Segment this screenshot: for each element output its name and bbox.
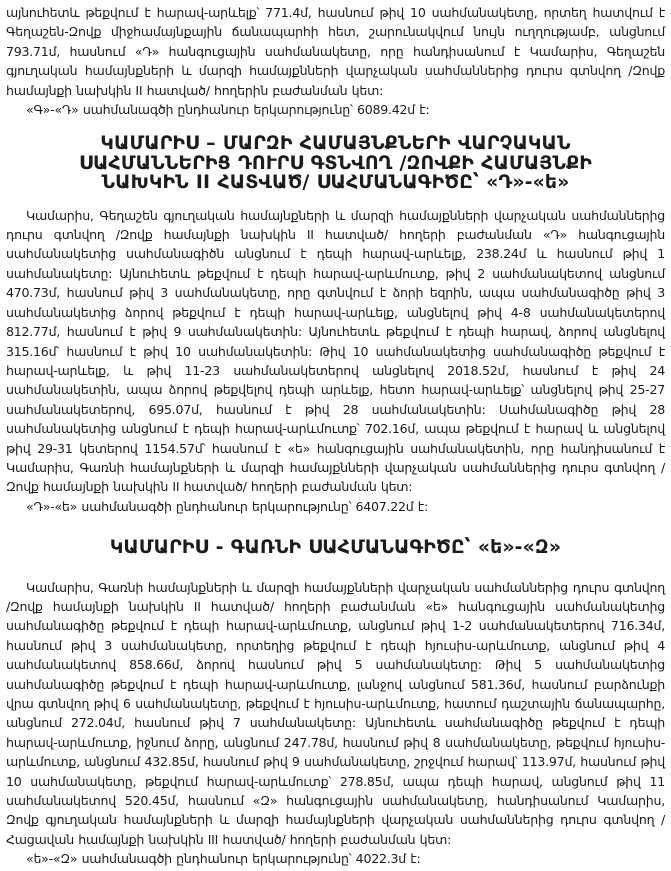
section-heading-kamaris-garni-boundary-e-z: ԿԱՄԱՐԻՍ - ԳԱՌՆԻ ՍԱՀՄԱՆԱԳԻԾԸ՝ «ե»-«Զ» bbox=[109, 536, 562, 559]
paragraph-boundary-continuation: այնուհետև թեքվում է հարավ-արևելք՝ 771.4մ, հասնում թիվ 10 սահմանակետը, որտեղ հատվում է Գեղաշեն-Զովք միջհամայնքային ճանապարհի հետ, շարունակվում նույն ուղղությամբ, անցնում 793.71մ, հասնում «Դ» հանգուցային սահմանակետը, որը հանդիսանում է Կամարիս, Գեղաշեն գյուղական համայնքների և մարզի համայքնների վարչական սահմաններից դուրս գտնվող /Զովք համայնքի նախկին II հատված/ հողերին բաժանման կետ: bbox=[6, 5, 665, 98]
boundary-length-note-d-e: «Դ»-«ե» սահմանագծի ընդհանուր երկարությունը՝ 6407.22մ է: bbox=[26, 498, 428, 514]
boundary-length-note-g-d: «Գ»-«Դ» սահմանագծի ընդհանուր երկարությունը՝ 6089.42մ է: bbox=[26, 102, 430, 118]
section-heading-kamaris-marz-boundary-d-e: ԿԱՄԱՐԻՍ – ՄԱՐԶԻ ՀԱՄԱՅՆՔՆԵՐԻ ՎԱՐՉԱԿԱՆ ՍԱՀՄԱՆՆԵՐԻՑ ԴՈՒՐՍ ԳՏՆՎՈՂ /ԶՈՎՔԻ ՀԱՄԱՅՆՔԻ ՆԱԽԿԻՆ II ՀԱՏՎԱԾ/ ՍԱՀՄԱՆԱԳԻԾԸ՝ «Դ»-«ե» bbox=[79, 132, 592, 194]
boundary-length-note-e-z: «ե»-«Զ» սահմանագծի ընդհանուր երկարությունը՝ 4022.3մ է: bbox=[26, 851, 421, 867]
paragraph-boundary-description-e-z: Կամարիս, Գառնի համայնքների և մարզի համայքնների վարչական սահմաններից դուրս գտնվող /Զովք համայնքի նախկին II հատված/ հողերի բաժանման «ե» հանգուցային սահմանակետից սահմանագիծը թեքվում է դեպի հարավ-արևմուտք, անցնում թիվ 1-2 սահմանակետերով 716.34մ, հասնում թիվ 3 սահմանակետը, որտեղից թեքվում է դեպի հյուսիս-արևմուտք, անցնում թիվ 4 սահմանակետով 858.66մ, ձորով հասնում թիվ 5 սահմանակետը: Թիվ 5 սահմանակետից սահմանագիծը թեքվում է դեպի հարավ-արևմուտք, լանջով անցնում 581.36մ, հասնում բարձունքի վրա գտնվող թիվ 6 սահմանակետը, թեքվում է հյուսիս-արևմուտք, հատում դաշտային ճանապարհը, անցնում 272.04մ, հասնում թիվ 7 սահմանակետը: Այնուհետև սահմանագիծը թեքվում է դեպի հարավ-արևմուտք, իջնում ձորը, անցնում 247.78մ, հասնում թիվ 8 սահմանակետը, թեքվում հյուսիս-արևմուտք, անցնում 432.85մ, հասնում թիվ 9 սահմանակետը, շրջվում հարավ՝ 113.97մ, հասնում թիվ 10 սահմանակետը, թեքվում հարավ-արևմուտք՝ 278.85մ, ապա դեպի հարավ, անցնում թիվ 11 սահմանակետով 520.45մ, հասնում «Զ» հանգուցային սահմանակետը, հանդիսանում Կամարիս, Զովք գյուղական համայնքների և մարզի համայնքների վարչական սահմաններից դուրս գտնվող /Հացավան համայնքի նախկին III հատված/ հողերի բաժանման կետ: bbox=[6, 579, 665, 847]
paragraph-boundary-description-d-e: Կամարիս, Գեղաշեն գյուղական համայնքների և մարզի համայքնների վարչական սահմաններից դուրս գտնվող /Զովք համայնքի նախկին II հատված/ հողերի բաժանման «Դ» հանգուցային սահմանակետից սահմանագիծն անցնում է դեպի հարավ-արևելք, 238.24մ և հասնում թիվ 1 սահմանակետը: Այնուհետև թեքվում է դեպի հարավ-արևմուտք, թիվ 2 սահմանակետով անցնում 470.73մ, հասնում թիվ 3 սահմանակետը, որը գտնվում է ձորի եզրին, ապա սահմանագիծը թիվ 3 սահմանակետից ձորով թեքվում է դեպի հարավ-արևելք, անցնելով թիվ 4-8 սահմանակետերով 812.77մ, հասնում է թիվ 9 սահմանակետին: Այնուհետև թեքվում է դեպի հարավ, ձորով անցնելով 315.16մ՝ հասնում է թիվ 10 սահմանակետին: Թիվ 10 սահմանակետից սահմանագիծը թեքվում է հարավ-արևելք, և թիվ 11-23 սահմանակետերով անցնելով 2018.52մ, հասնում է թիվ 24 սահմանակետին, ապա ձորով թեքվելով դեպի արևելք, հետո հարավ-արևելք՝ անցնելով թիվ 25-27 սահմանակետերով, 695.07մ, հասնում է թիվ 28 սահմանակետին: Սահմանագիծը թիվ 28 սահմանակետից անցնում է դեպի հարավ-արևմուտք՝ 702.16մ, ապա թեքվում է հարավ և անցնելով թիվ 29-31 կետերով 1154.57մ՝ հասնում է «ե» հանգուցային սահմանակետին, որը հանդիսանում է Կամարիս, Գառնի համայնքների և մարզի համայքնների վարչական սահմաններից դուրս գտնվող /Զովք համայնքի նախկին II հատված/ հողերի բաժանման կետ: bbox=[6, 207, 665, 495]
